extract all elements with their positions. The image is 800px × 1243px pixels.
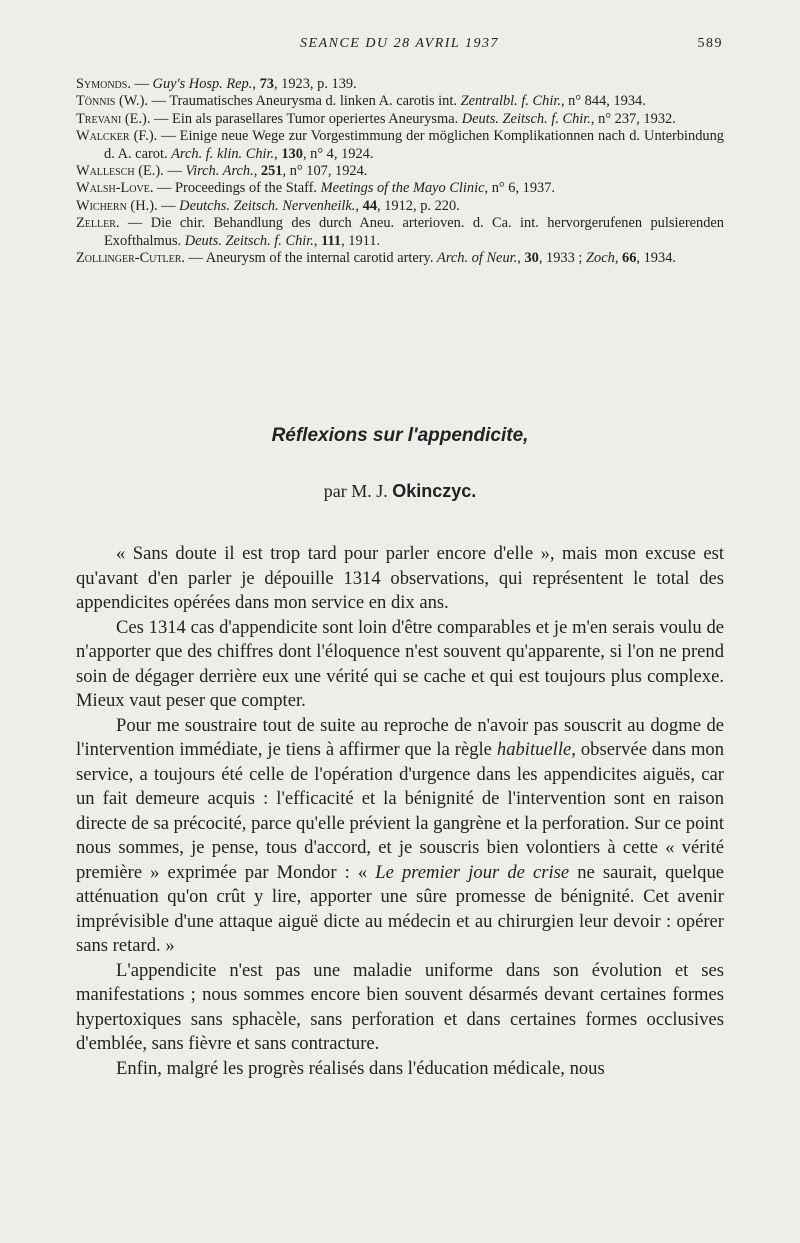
reference-entry <box>76 250 724 267</box>
reference-journal: Deuts. Zeitsch. f. Chir. <box>461 110 591 127</box>
byline-prefix: par M. J. <box>323 481 393 501</box>
running-title: SEANCE DU 28 AVRIL 1937 <box>300 36 499 51</box>
emphasized-text: habituelle <box>496 739 572 760</box>
reference-entry <box>76 215 724 250</box>
reference-author: Trevani <box>76 110 122 127</box>
reference-details: , n° 4, 1924. <box>302 145 374 162</box>
reference-journal: Deuts. Zeitsch. f. Chir. <box>184 232 314 249</box>
reference-volume: 73 <box>259 76 274 92</box>
paragraph-text: Enfin, malgré les progrès réalisés dans l'éducation médicale, nous <box>116 1057 605 1079</box>
reference-journal: Guy's Hosp. Rep. <box>152 76 253 92</box>
reference-separator: , <box>614 250 623 267</box>
reference-separator: , <box>517 250 525 267</box>
reference-author: Walcker <box>76 128 130 145</box>
reference-details: , 1923, p. 139. <box>273 76 357 92</box>
reference-text: (E.). — Ein als parasellares Tumor operiertes Aneurysma. <box>121 110 462 127</box>
reference-entry <box>76 180 724 197</box>
reference-journal: Arch. f. klin. Chir. <box>171 145 275 162</box>
reference-journal: Zoch <box>586 250 615 267</box>
running-header <box>76 36 723 58</box>
reference-volume: 66 <box>622 250 637 267</box>
reference-author: Wichern <box>76 197 127 214</box>
author-name: Okinczyc. <box>392 481 477 501</box>
article-title: Réflexions sur l'appendicite, <box>271 425 529 446</box>
reference-text: (E.). — <box>134 163 186 180</box>
reference-journal: Arch. of Neur. <box>437 250 518 267</box>
reference-entry <box>76 198 724 215</box>
reference-entry <box>76 93 724 110</box>
body-paragraph <box>76 714 724 959</box>
reference-author: Tönnis <box>76 93 116 110</box>
reference-separator: , <box>355 197 363 214</box>
reference-journal: Meetings of the Mayo Clinic <box>320 180 485 197</box>
reference-text: — Die chir. Behandlung des durch Aneu. arterioven. d. Ca. int. hervorgerufenen pulsierenden Exofthalmus. <box>104 215 724 249</box>
paragraph-text: L'appendicite n'est pas une maladie uniforme dans son évolution et ses manifestations ; nous sommes encore bien souvent désarmés devant certaines formes hypertoxiques sans sphacèle, sans perforation et dans certaines formes occlusives d'emblée, sans fièvre et sans contracture. <box>76 959 724 1054</box>
reference-entry <box>76 111 724 128</box>
reference-volume: 130 <box>281 145 303 162</box>
reference-text: — <box>130 76 153 92</box>
reference-author: Symonds. <box>76 76 131 92</box>
reference-separator: , <box>253 163 261 180</box>
reference-text: (W.). — Traumatisches Aneurysma d. linken A. carotis int. <box>115 93 461 110</box>
reference-separator: , <box>274 145 282 162</box>
reference-details: , n° 107, 1924. <box>282 163 368 180</box>
reference-entry <box>76 128 724 163</box>
reference-details: , 1912, p. 220. <box>377 197 460 214</box>
paragraph-text: , observée dans mon service, a toujours été celle de l'opération d'urgence dans les appendicites aiguës, car un fait demeure acquis : l'efficacité et la bénignité de l'intervention sont en raison directe de sa précocité, parce qu'elle prévient la gangrène et la perforation. Sur ce point nous sommes, je pense, tous d'accord, et je souscris bien volontiers à cette « vérité première » exprimée par Mondor : « <box>76 739 725 883</box>
paragraph-text: Ces 1314 cas d'appendicite sont loin d'être comparables et je m'en serais voulu de n'apporter que des chiffres dont l'éloquence n'est souvent qu'apparente, si l'on ne prend soin de dégager derrière eux une vérité qui se cache et qui est toujours plus complexe. Mieux vaut peser que compter. <box>76 616 724 711</box>
reference-journal: Deutchs. Zeitsch. Nervenheilk. <box>179 197 356 214</box>
reference-volume: 44 <box>362 197 378 214</box>
page-number: 589 <box>697 36 723 51</box>
body-paragraph <box>76 959 724 1057</box>
reference-author: Zollinger-Cutler. <box>76 250 185 267</box>
reference-volume: 251 <box>260 163 283 180</box>
emphasized-text: Le premier jour de crise <box>375 861 570 883</box>
paragraph-text: Pour me soustraire tout de suite au reproche de n'avoir pas souscrit au dogme de l'intervention immédiate, je tiens à affirmer que la règle <box>76 714 724 760</box>
byline <box>76 481 724 502</box>
reference-author: Walsh-Love. <box>76 180 154 197</box>
reference-separator: , <box>313 232 322 249</box>
reference-text: (H.). — <box>126 197 180 214</box>
reference-details: , 1911. <box>341 232 381 249</box>
reference-entry <box>76 76 724 93</box>
reference-details: , n° 844, 1934. <box>560 93 646 110</box>
reference-text: — Proceedings of the Staff. <box>153 180 321 197</box>
reference-volume: 111 <box>321 232 342 249</box>
reference-author: Zeller. <box>76 215 120 232</box>
reference-volume: 30 <box>524 250 539 267</box>
reference-entry <box>76 163 724 180</box>
body-paragraph <box>76 1057 724 1082</box>
paragraph-text: « Sans doute il est trop tard pour parler encore d'elle », mais mon excuse est qu'avant d'en parler je dépouille 1314 observations, qui représentent le total des appendicites opérées dans mon service en dix ans. <box>76 543 724 613</box>
paragraph-text: ne saurait, quelque atténuation qu'on crût y lire, apporter une sûre promesse de bénignité. Cet avenir imprévisible d'une attaque aiguë dicte au médecin et au chirurgien leur devoir : opérer sans retard. » <box>76 861 724 956</box>
reference-author: Wallesch <box>76 163 135 180</box>
reference-text: (F.). — Einige neue Wege zur Vorgestimmung der möglichen Komplikationnen nach d. Unterbindung d. A. carot. <box>104 128 724 162</box>
reference-journal: Zentralbl. f. Chir. <box>460 93 561 110</box>
reference-text: — Aneurysm of the internal carotid artery. <box>185 250 438 267</box>
reference-separator: , <box>252 76 260 92</box>
reference-details: , n° 6, 1937. <box>484 180 556 197</box>
reference-journal: Virch. Arch. <box>185 163 254 180</box>
reference-details: , 1934. <box>636 250 676 267</box>
reference-list <box>76 76 724 267</box>
body-paragraph <box>76 616 724 714</box>
body-paragraph <box>76 542 724 616</box>
article-body <box>76 542 724 1081</box>
reference-details: , 1933 ; <box>538 250 587 267</box>
reference-details: , n° 237, 1932. <box>590 110 676 127</box>
